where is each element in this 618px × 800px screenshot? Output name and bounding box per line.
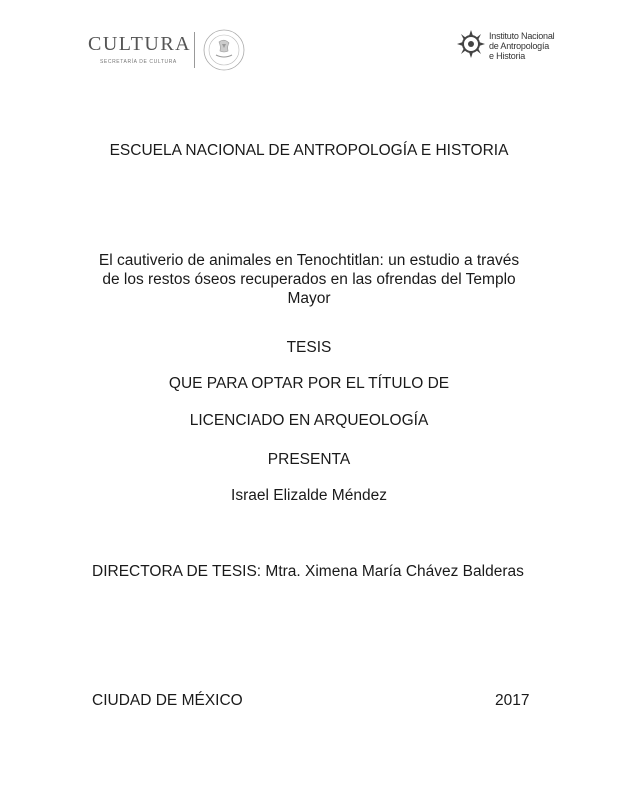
national-seal-icon [202, 28, 246, 72]
inah-emblem-icon [456, 28, 486, 60]
thesis-title [60, 251, 558, 308]
presenta-label: PRESENTA [267, 451, 351, 468]
thesis-title-line-1: El cautiverio de animales en Tenochtitlan: un estudio a través [98, 252, 520, 269]
cultura-logo-subtitle: SECRETARÍA DE CULTURA [100, 59, 177, 65]
cultura-logo [88, 28, 268, 72]
inah-logo-text [489, 31, 554, 61]
tesis-label: TESIS [286, 339, 332, 356]
inah-logo [456, 28, 566, 68]
school-name: ESCUELA NACIONAL DE ANTROPOLOGÍA E HISTORIA [109, 142, 509, 159]
cultura-logo-text: CULTURA [88, 33, 192, 55]
inah-line-3: e Historia [489, 51, 526, 61]
author-name: Israel Elizalde Méndez [231, 487, 387, 504]
thesis-title-line-3: Mayor [287, 290, 331, 307]
para-optar-text: QUE PARA OPTAR POR EL TÍTULO DE [168, 375, 450, 392]
inah-line-1: Instituto Nacional [489, 31, 555, 41]
inah-line-2: de Antropología [489, 41, 550, 51]
thesis-director: DIRECTORA DE TESIS: Mtra. Ximena María Chávez Balderas [92, 563, 524, 580]
year: 2017 [495, 692, 530, 709]
logo-divider [194, 32, 195, 68]
degree-title: LICENCIADO EN ARQUEOLOGÍA [189, 412, 429, 429]
thesis-title-line-2: de los restos óseos recuperados en las ofrendas del Templo [102, 271, 516, 288]
city: CIUDAD DE MÉXICO [92, 692, 243, 709]
